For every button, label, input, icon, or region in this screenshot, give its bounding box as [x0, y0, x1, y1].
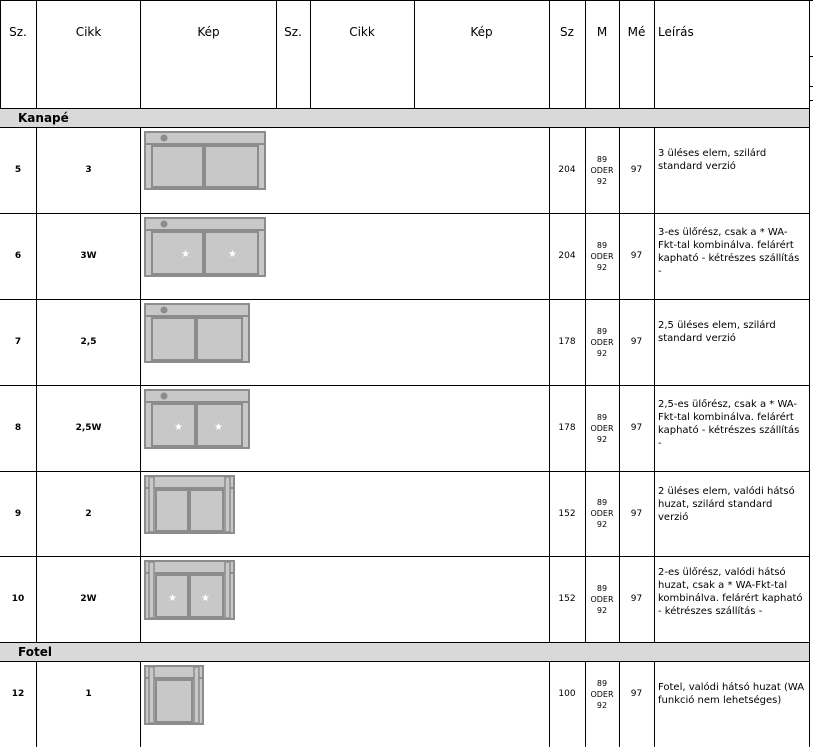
height-value-2: 92: [596, 520, 608, 529]
header-cikk-2: Cikk: [349, 25, 375, 39]
height-or: ODER: [590, 594, 614, 604]
table-row: [0, 471, 809, 556]
table-row: [0, 213, 809, 299]
sofa-2-5-seat-image: [144, 303, 250, 363]
row-width: 178: [558, 423, 576, 433]
header-kep-2: Kép: [470, 25, 493, 39]
row-description: 2-es ülőrész, valódi hátsó huzat, csak a * WA-Fkt-tal kombinálva. felárért kapható - kétrészes szállítás -: [658, 567, 803, 617]
height-or: ODER: [590, 423, 614, 433]
height-value-2: 92: [596, 176, 608, 186]
wa-mark: ★: [214, 422, 223, 433]
row-height: [585, 213, 619, 299]
height-value-1: 89: [596, 154, 608, 164]
table-row: [0, 299, 809, 385]
row-height: [585, 556, 619, 642]
wa-mark: ★: [174, 422, 183, 433]
sofa-3-seat-image: [144, 131, 266, 190]
wa-mark: ★: [201, 593, 210, 604]
row-depth: 97: [630, 689, 643, 699]
row-description: 2,5 üléses elem, szilárd standard verzió: [658, 320, 776, 344]
row-cikk: 1: [85, 689, 92, 699]
sofa-2-seat-image: [144, 475, 235, 534]
header-leiras: Leírás: [658, 25, 694, 39]
wa-mark: ★: [181, 249, 190, 260]
height-or: ODER: [590, 165, 614, 175]
table-row: [0, 661, 809, 747]
row-depth: 97: [630, 165, 643, 175]
height-or: ODER: [590, 509, 614, 518]
row-description: 2,5-es ülőrész, csak a * WA-Fkt-tal kombinálva. felárért kapható - kétrészes szállítás -: [658, 399, 800, 449]
table-row: [0, 385, 809, 471]
row-description: 2 üléses elem, valódi hátsó huzat, szilárd standard verzió: [658, 485, 795, 523]
row-width: 204: [558, 251, 576, 261]
row-number: 6: [14, 251, 22, 261]
row-cikk: 2,5: [80, 337, 97, 347]
row-cikk: 2,5W: [75, 423, 102, 433]
row-height: [585, 471, 619, 556]
row-cikk: 2: [85, 508, 92, 519]
sofa-2-5-seat-wa-image: [144, 389, 250, 449]
wa-mark: ★: [228, 249, 237, 260]
height-value-2: 92: [596, 605, 608, 615]
header-melyseg: Mé: [627, 25, 646, 39]
row-depth: 97: [630, 251, 643, 261]
row-depth: 97: [630, 594, 643, 604]
row-depth: 97: [630, 508, 643, 519]
row-width: 100: [558, 689, 576, 699]
row-depth: 97: [630, 337, 643, 347]
height-or: ODER: [590, 689, 614, 699]
row-number: 9: [14, 508, 22, 519]
height-value-2: 92: [596, 700, 608, 710]
table-row: [0, 127, 809, 213]
row-cikk: 2W: [80, 594, 97, 604]
header-cikk: Cikk: [75, 25, 102, 39]
row-number: 8: [14, 423, 22, 433]
row-number: 7: [14, 337, 22, 347]
height-value-1: 89: [596, 412, 608, 422]
section-kanape: Kanapé: [0, 109, 809, 127]
row-description: 3 üléses elem, szilárd standard verzió: [658, 148, 767, 172]
row-description: Fotel, valódi hátsó huzat (WA funkció nem lehetséges): [658, 682, 805, 706]
height-value-2: 92: [596, 262, 608, 272]
height-or: ODER: [590, 251, 614, 261]
row-width: 204: [558, 165, 576, 175]
height-value-1: 89: [596, 326, 608, 336]
row-height: [585, 299, 619, 385]
height-value-1: 89: [596, 678, 608, 688]
row-height: [585, 127, 619, 213]
header-sz-2: Sz.: [284, 25, 302, 39]
row-height: [585, 385, 619, 471]
row-number: 10: [11, 594, 25, 604]
wa-mark: ★: [168, 593, 177, 604]
row-cikk: 3W: [80, 251, 97, 261]
height-or: ODER: [590, 337, 614, 347]
row-number: 5: [14, 165, 22, 175]
header-kep: Kép: [197, 25, 220, 39]
header-magassag: M: [596, 25, 608, 39]
height-value-2: 92: [596, 348, 608, 358]
sofa-3-seat-wa-image: [144, 217, 266, 277]
row-width: 178: [558, 337, 576, 347]
row-height: [585, 661, 619, 727]
row-description: 3-es ülőrész, csak a * WA-Fkt-tal kombinálva. felárért kapható - kétrészes szállítás -: [658, 227, 800, 277]
header-sz: Sz.: [9, 25, 27, 39]
height-value-1: 89: [596, 498, 608, 507]
table-row: [0, 556, 809, 642]
row-cikk: 3: [85, 165, 92, 175]
height-value-1: 89: [596, 240, 608, 250]
section-fotel: Fotel: [0, 642, 809, 661]
row-depth: 97: [630, 423, 643, 433]
height-value-1: 89: [596, 583, 608, 593]
armchair-1-seat-image: [144, 665, 204, 725]
row-width: 152: [558, 594, 576, 604]
height-value-2: 92: [596, 434, 608, 444]
row-width: 152: [558, 508, 576, 519]
row-number: 12: [11, 689, 25, 699]
sofa-2-seat-wa-image: [144, 560, 235, 620]
header-szelesseg: Sz: [560, 25, 574, 39]
